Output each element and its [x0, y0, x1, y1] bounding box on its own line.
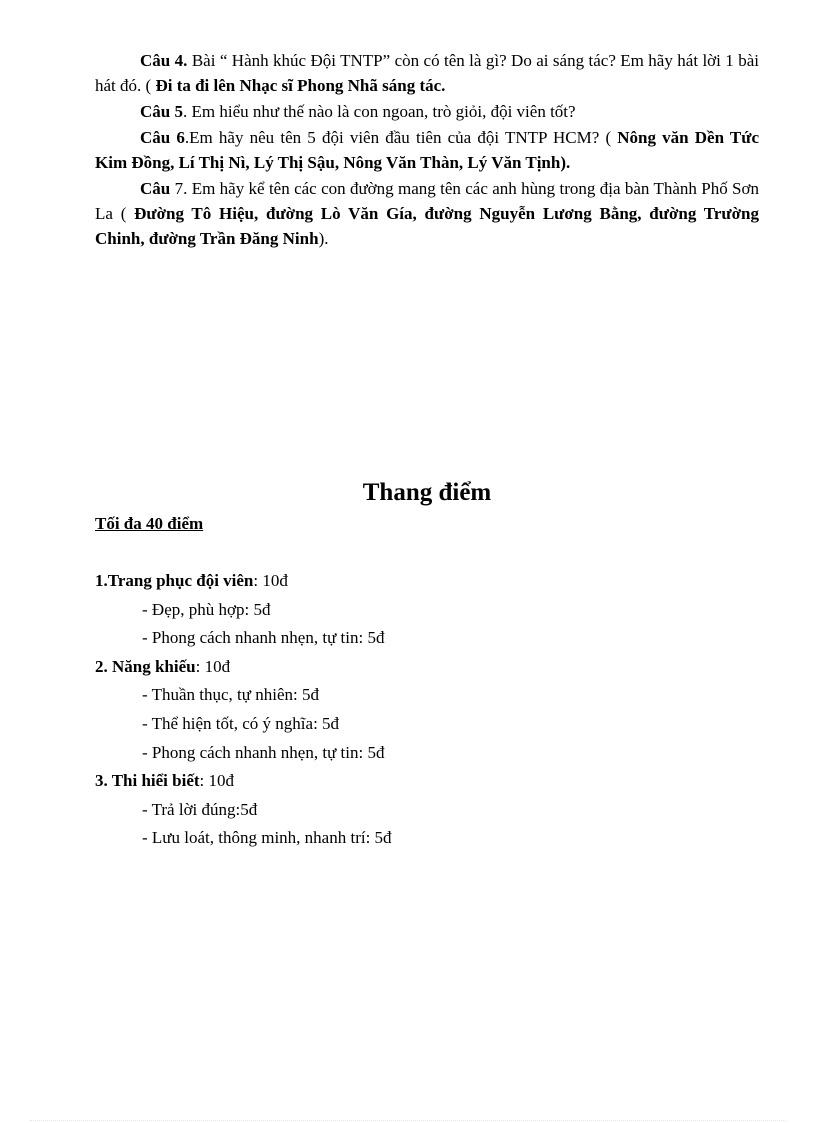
question-6 — [95, 125, 759, 175]
question-label: Câu 6 — [140, 128, 185, 147]
scoring-item: - Thể hiện tốt, có ý nghĩa: 5đ — [142, 713, 340, 733]
question-label: Câu — [140, 179, 171, 198]
scoring-item: - Đẹp, phù hợp: 5đ — [142, 599, 271, 619]
question-closing: ). — [318, 229, 329, 248]
scoring-item: - Lưu loát, thông minh, nhanh trí: 5đ — [142, 828, 392, 848]
scoring-sections — [95, 567, 755, 853]
scoring-section-heading — [95, 767, 755, 796]
question-answer: Đường Tô Hiệu, đường Lò Văn Gía, đường Nguyễn Lương Bằng, đường Trường Chinh, đường Trần Đăng Ninh — [95, 204, 759, 248]
section-title: 1.Trang phục đội viên — [95, 571, 254, 590]
section-title: 2. Năng khiếu — [95, 656, 196, 676]
question-7 — [95, 176, 759, 251]
scoring-title: Thang điểm — [362, 479, 492, 506]
question-label: Câu 4. — [140, 51, 188, 70]
question-label: Câu 5 — [140, 102, 183, 121]
section-points: : 10đ — [195, 656, 231, 676]
scoring-section-heading — [95, 653, 755, 682]
scoring-item: - Thuần thục, tự nhiên: 5đ — [142, 685, 319, 705]
question-text: Bài “ Hành khúc Đội TNTP” còn có tên là gì? Do ai sáng tác? Em hãy hát lời 1 bài hát đó. ( — [95, 51, 759, 95]
scoring-item: - Phong cách nhanh nhẹn, tự tin: 5đ — [142, 742, 385, 762]
section-points: : 10đ — [253, 571, 288, 590]
section-points: : 10đ — [199, 771, 235, 791]
question-4 — [95, 48, 759, 98]
scoring-max-points: Tối đa 40 điểm — [95, 514, 204, 533]
question-text: .Em hãy nêu tên 5 đội viên đầu tiên của đội TNTP HCM? ( — [184, 128, 618, 147]
question-5 — [95, 99, 759, 124]
section-title: 3. Thi hiểi biết — [95, 771, 200, 791]
questions-block — [95, 48, 759, 251]
scoring-section-heading — [95, 567, 755, 596]
scoring-item: - Trả lời đúng:5đ — [142, 799, 258, 819]
page-bottom-border — [30, 1120, 786, 1121]
question-text: . Em hiểu như thế nào là con ngoan, trò giỏi, đội viên tốt? — [182, 102, 576, 121]
question-answer: Nông văn Dền Tức Kim Đồng, Lí Thị Nì, Lý Thị Sậu, Nông Văn Thàn, Lý Văn Tịnh). — [95, 128, 759, 172]
scoring-item: - Phong cách nhanh nhẹn, tự tin: 5đ — [142, 628, 385, 648]
question-answer: Đi ta đi lên Nhạc sĩ Phong Nhã sáng tác. — [155, 76, 446, 95]
question-text: 7. Em hãy kể tên các con đường mang tên các anh hùng trong địa bàn Thành Phố Sơn La ( — [95, 179, 759, 223]
